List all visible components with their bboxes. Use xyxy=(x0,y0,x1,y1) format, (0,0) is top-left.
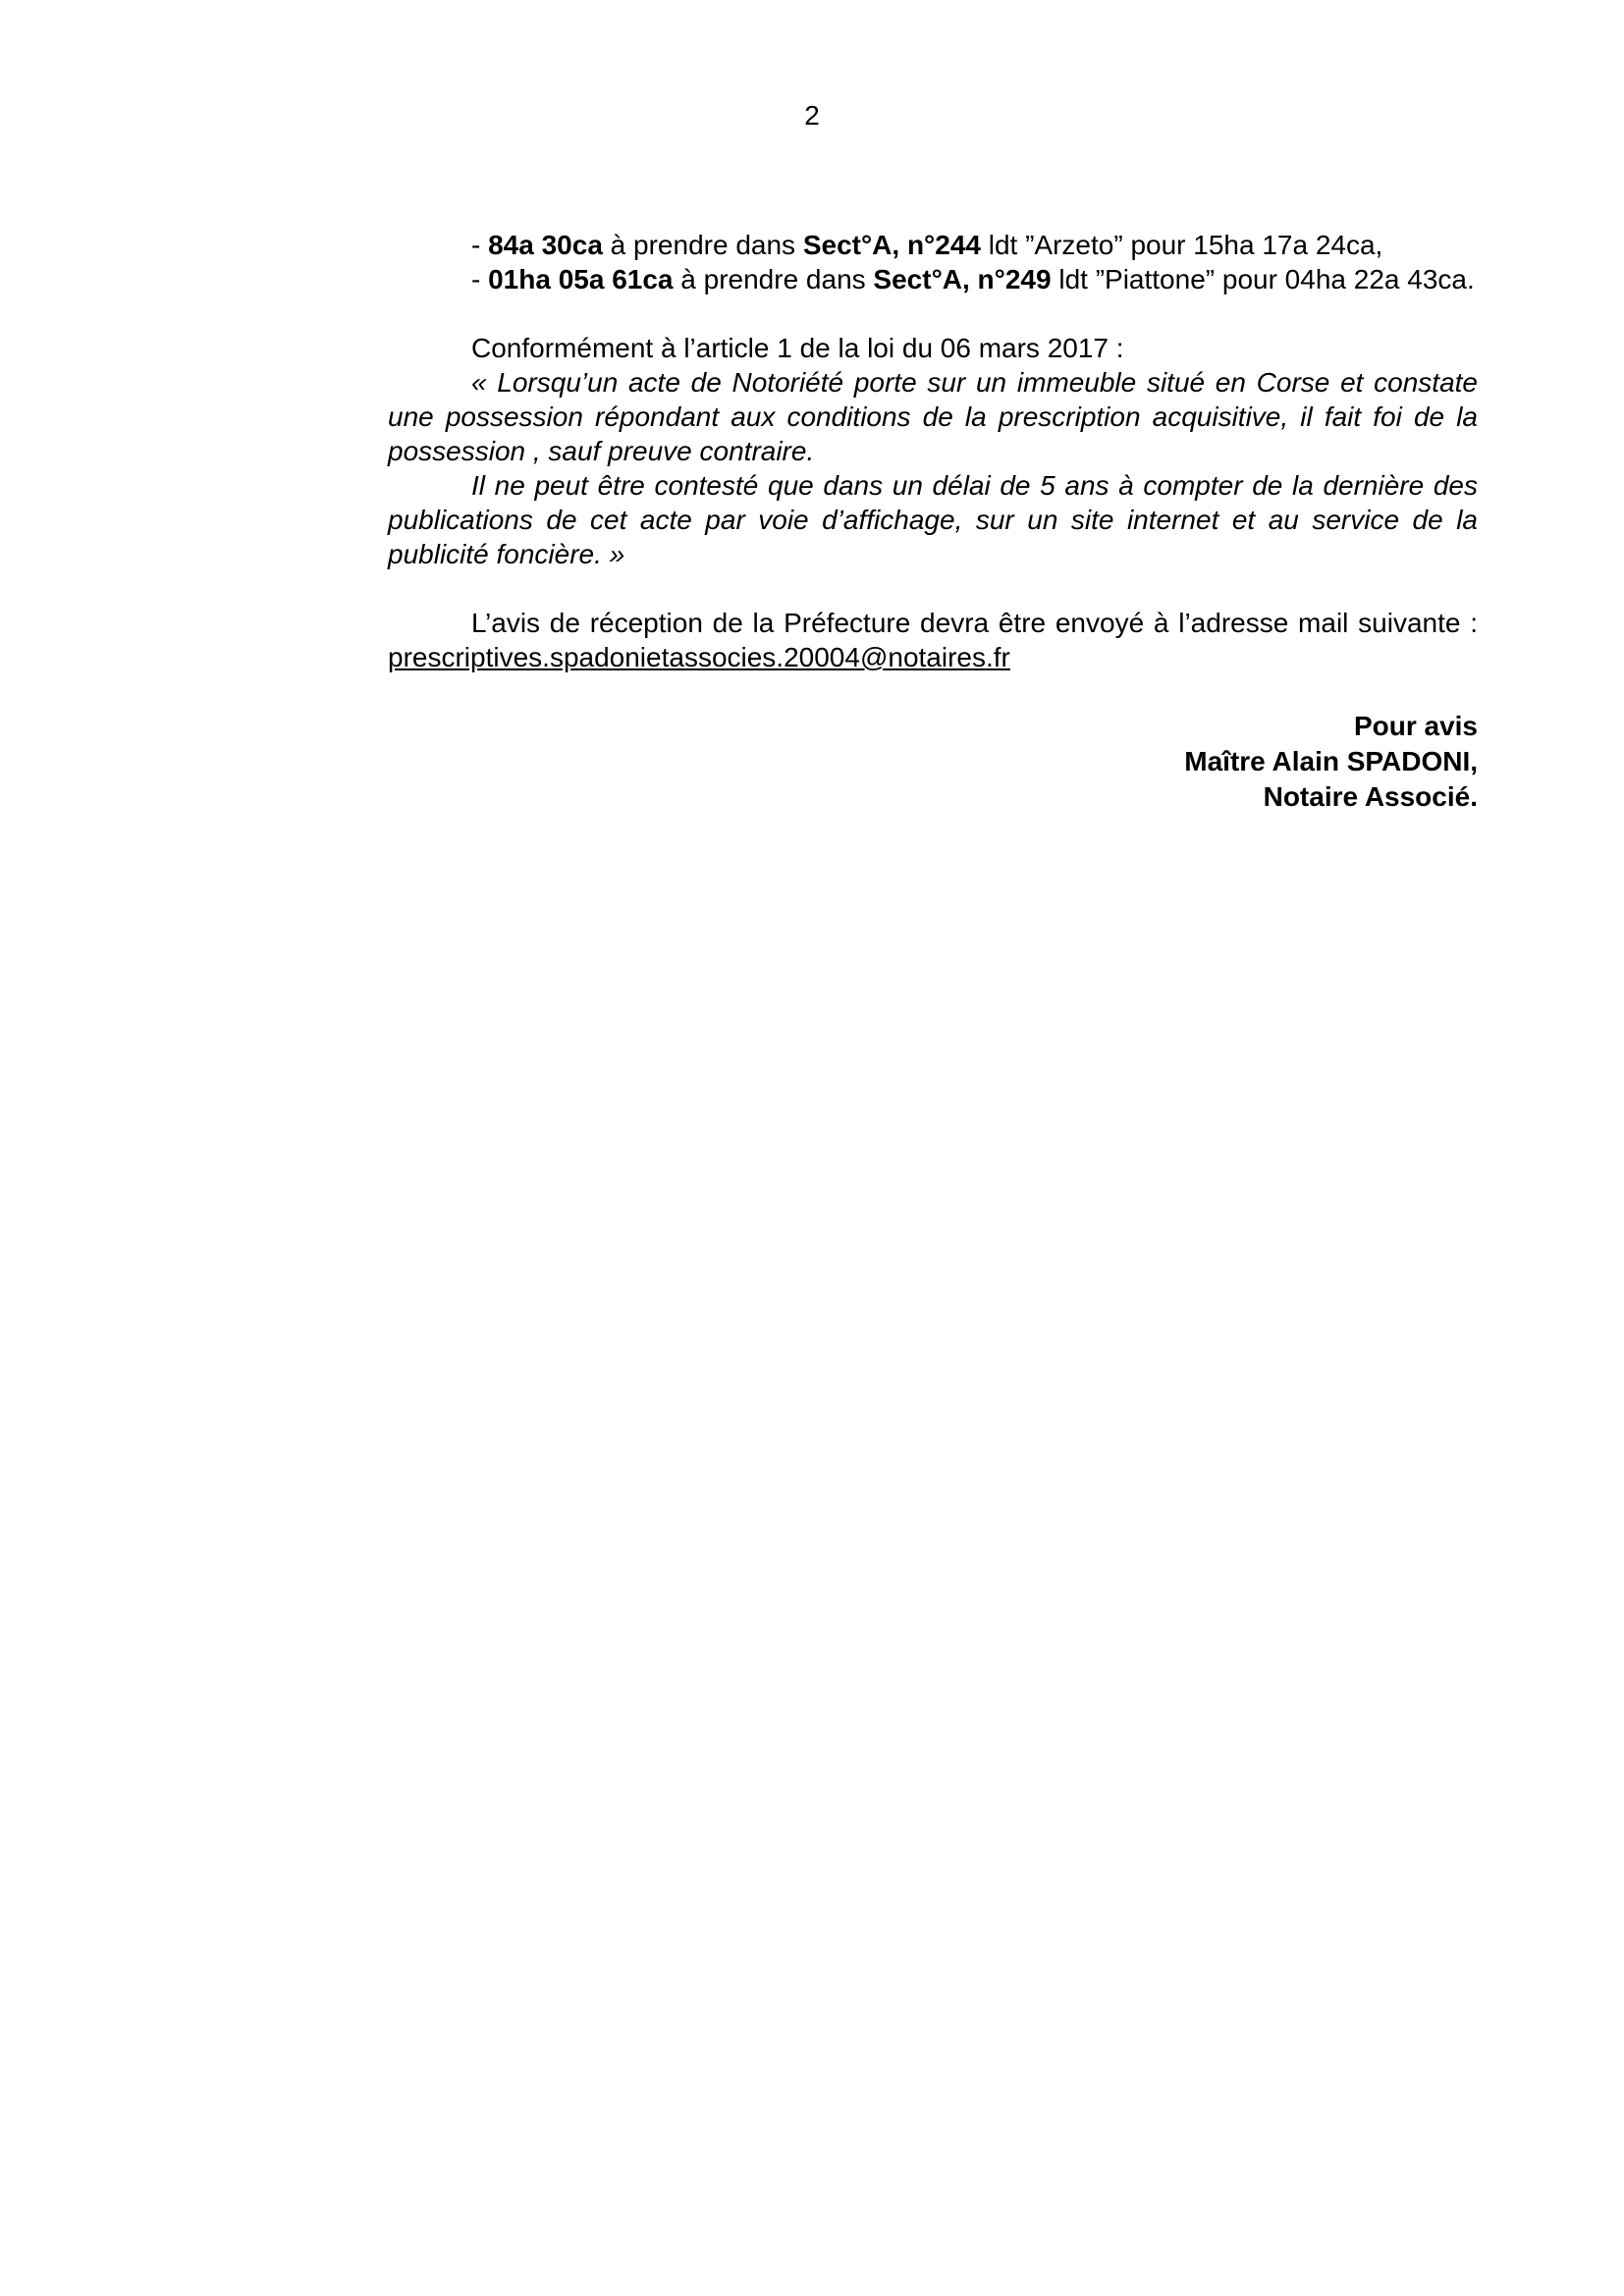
parcel-item-1: - 84a 30ca à prendre dans Sect°A, n°244 ldt ”Arzeto” pour 15ha 17a 24ca, xyxy=(471,230,1383,260)
law-quote-paragraph-1: « Lorsqu’un acte de Notoriété porte sur un immeuble situé en Corse et constate une possession répondant aux conditions de la prescription acquisitive, il fait foi de la possession , sauf preuve contraire. xyxy=(388,367,1478,466)
parcel-area-2: 01ha 05a 61ca xyxy=(488,264,674,294)
signature-line-1: Pour avis xyxy=(1353,711,1478,741)
notice-paragraph xyxy=(388,606,1478,674)
law-intro: Conformément à l’article 1 de la loi du 06 mars 2017 : xyxy=(471,333,1124,363)
signature-block xyxy=(388,709,1478,815)
parcel-section-1: Sect°A, n°244 xyxy=(802,230,981,260)
page-number: 2 xyxy=(804,100,820,131)
parcel-area-1: 84a 30ca xyxy=(488,230,603,260)
notice-text: L’avis de réception de la Préfecture devra être envoyé à l’adresse mail suivante : xyxy=(471,608,1478,638)
law-quote-paragraph-2: Il ne peut être contesté que dans un délai de 5 ans à compter de la dernière des publications de cet acte par voie d’affichage, sur un site internet et au service de la publicité foncière. » xyxy=(388,470,1478,569)
parcel-section-2: Sect°A, n°249 xyxy=(873,264,1052,294)
email-link[interactable]: prescriptives.spadonietassocies.20004@notaires.fr xyxy=(388,642,1010,672)
document-body xyxy=(388,228,1478,815)
signature-line-3: Notaire Associé. xyxy=(1263,781,1478,812)
signature-line-2: Maître Alain SPADONI, xyxy=(1184,746,1478,776)
parcel-item-2: - 01ha 05a 61ca à prendre dans Sect°A, n°249 ldt ”Piattone” pour 04ha 22a 43ca. xyxy=(471,264,1475,294)
